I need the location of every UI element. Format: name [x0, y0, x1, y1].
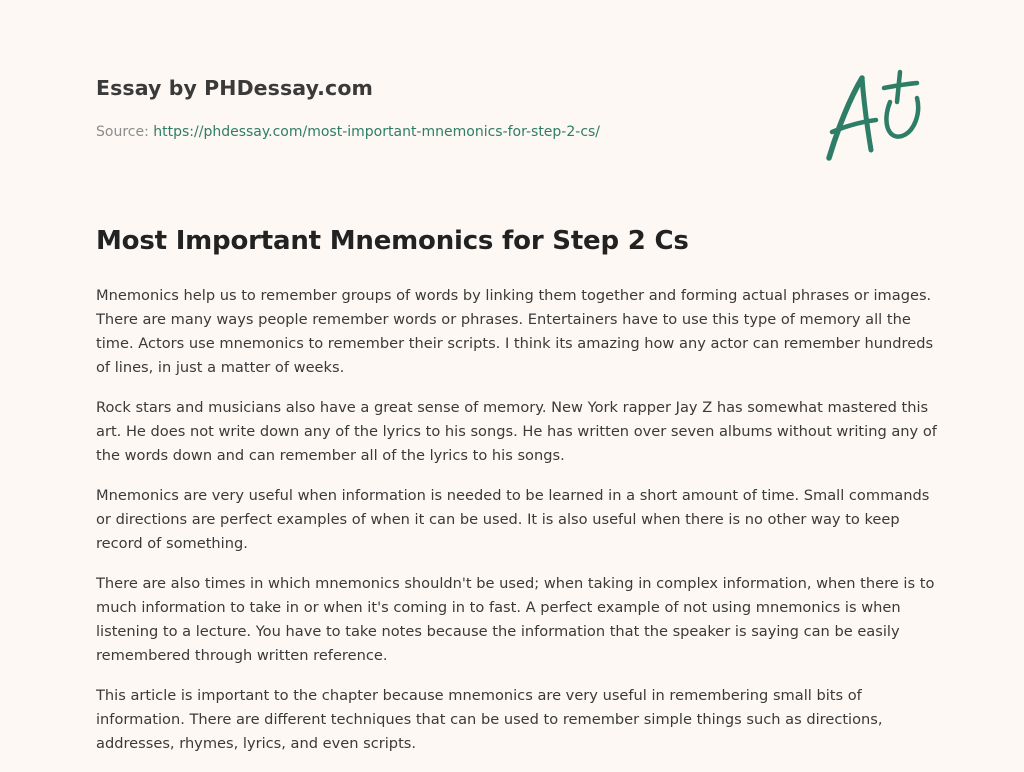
- article-body: [96, 284, 942, 772]
- paragraph: Mnemonics are very useful when information is needed to be learned in a short amount of time. Small commands or directions are perfect examples of when it can be used. It is also useful when there is no other way to keep record of something.: [96, 487, 930, 552]
- source-link[interactable]: https://phdessay.com/most-important-mnemonics-for-step-2-cs/: [153, 124, 601, 140]
- source-line: [96, 124, 600, 140]
- site-brand: Essay by PHDessay.com: [96, 76, 373, 100]
- paragraph: This article is important to the chapter because mnemonics are very useful in remembering small bits of information. There are different techniques that can be used to remember simple things such as directions, addresses, rhymes, lyrics, and even scripts.: [96, 687, 883, 752]
- a-plus-grade-icon: [818, 66, 930, 166]
- paragraph: There are also times in which mnemonics shouldn't be used; when taking in complex information, when there is to much information to take in or when it's coming in to fast. A perfect example of not using mnemonics is when listening to a lecture. You have to take notes because the information that the speaker is saying can be easily remembered through written reference.: [96, 575, 935, 664]
- paragraph: Mnemonics help us to remember groups of words by linking them together and forming actual phrases or images. There are many ways people remember words or phrases. Entertainers have to use this type of memory all the time. Actors use mnemonics to remember their scripts. I think its amazing how any actor can remember hundreds of lines, in just a matter of weeks.: [96, 287, 934, 376]
- paragraph: Rock stars and musicians also have a great sense of memory. New York rapper Jay Z has somewhat mastered this art. He does not write down any of the lyrics to his songs. He has written over seven albums without writing any of the words down and can remember all of the lyrics to his songs.: [96, 399, 937, 464]
- article-title: Most Important Mnemonics for Step 2 Cs: [96, 226, 689, 256]
- source-label: Source:: [96, 124, 149, 140]
